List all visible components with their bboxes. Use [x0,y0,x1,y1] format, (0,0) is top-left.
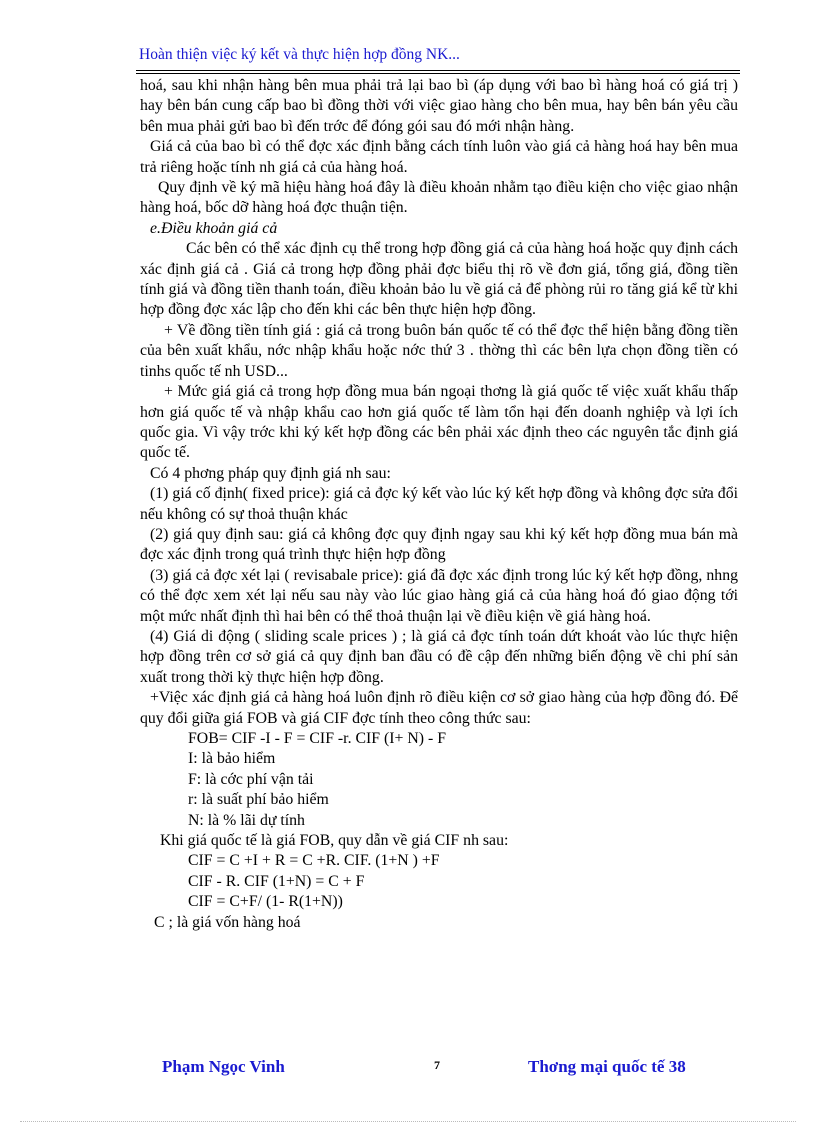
section-heading: e.Điều khoản giá cả [150,219,278,237]
formula-line: r: là suất phí bảo hiểm [188,791,329,809]
paragraph: Khi giá quốc tế là giá FOB, quy dẫn về giá CIF nh sau: [160,832,509,850]
paragraph: (4) Giá di động ( sliding scale prices ) ; là giá cả đợc tính toán dứt khoát vào lúc thực hiện hợp đồng trên cơ sở giá cả quy định ban đầu có đề cập đến những biến động về chi phí sản xuất trong thời kỳ thực hiện hợp đồng. [140,627,738,686]
formula-line: N: là % lãi dự tính [188,811,305,829]
paragraph: Các bên có thể xác định cụ thể trong hợp đồng giá cả của hàng hoá hoặc quy định cách xác định giá cả . Giá cả trong hợp đồng phải đợc biểu thị rõ về đơn giá, tổng giá, đồng tiền tính giá và đồng tiền thanh toán, điều khoản bảo lu về giá cả để phòng rủi ro tăng giá kể từ khi hợp đồng đợc xác lập cho đến khi các bên thực hiện hợp đồng. [140,240,738,319]
document-body [140,76,738,933]
formula-line: F: là cớc phí vận tải [188,770,314,788]
paragraph: (2) giá quy định sau: giá cả không đợc quy định ngay sau khi ký kết hợp đồng mua bán mà đợc xác định trong quá trình thực hiện hợp đồng [140,525,738,564]
formula-line: I: là bảo hiểm [188,750,276,768]
footer-author: Phạm Ngọc Vinh [162,1057,285,1076]
paragraph: (3) giá cả đợc xét lại ( revisabale price): giá đã đợc xác định trong lúc ký kết hợp đồng, nhng có thể đợc xem xét lại nếu sau này vào lúc giao hàng giá cả của hàng hoá đó giao động tới một mức nhất định thì hai bên có thể thoả thuận lại về điều kiện về giá hàng hoá. [140,566,738,625]
page-header: Hoàn thiện việc ký kết và thực hiện hợp đồng NK... [139,46,460,63]
formula-line: CIF - R. CIF (1+N) = C + F [188,872,365,890]
paragraph: Quy định về ký mã hiệu hàng hoá đây là điều khoản nhằm tạo điều kiện cho việc giao nhận hàng hoá, bốc dỡ hàng hoá đợc thuận tiện. [140,179,738,217]
header-rule-thin [136,73,740,74]
header-rule [136,70,740,71]
paragraph: hoá, sau khi nhận hàng bên mua phải trả lại bao bì (áp dụng với bao bì hàng hoá có giá trị ) hay bên bán cung cấp bao bì đồng thời với việc giao hàng cho bên mua, hay bên bán yêu cầu bên mua phải gửi bao bì đến trớc để đóng gói sau đó mới nhận hàng. [140,77,738,135]
page-bottom-border [20,1121,796,1122]
formula-line: CIF = C+F/ (1- R(1+N)) [188,893,343,911]
page-number: 7 [434,1058,440,1072]
paragraph: +Việc xác định giá cả hàng hoá luôn định rõ điều kiện cơ sở giao hàng của hợp đồng đó. Để quy đổi giữa giá FOB và giá CIF đợc tính theo công thức sau: [140,689,738,727]
paragraph: Giá cả của bao bì có thể đợc xác định bằng cách tính luôn vào giá cả hàng hoá hay bên mua trả riêng hoặc tính nh giá cả của hàng hoá. [140,138,738,176]
paragraph: + Mức giá giá cả trong hợp đồng mua bán ngoại thơng là giá quốc tế việc xuất khẩu thấp hơn giá quốc tế và nhập khẩu cao hơn giá quốc tế làm tổn hại đến doanh nghiệp và lợi ích quốc gia. Vì vậy trớc khi ký kết hợp đồng các bên phải xác định theo các nguyên tắc định giá quốc tế. [140,383,738,462]
paragraph: Có 4 phơng pháp quy định giá nh sau: [150,464,391,482]
paragraph: (1) giá cố định( fixed price): giá cả đợc ký kết vào lúc ký kết hợp đồng và không đợc sửa đổi nếu không có sự thoả thuận khác [140,485,738,523]
paragraph: C ; là giá vốn hàng hoá [154,913,301,931]
footer-class: Thơng mại quốc tế 38 [528,1057,686,1076]
formula-line: CIF = C +I + R = C +R. CIF. (1+N ) +F [188,852,440,870]
formula-line: FOB= CIF -I - F = CIF -r. CIF (I+ N) - F [188,730,446,747]
paragraph: + Về đồng tiền tính giá : giá cả trong buôn bán quốc tế có thể đợc thể hiện bằng đồng tiền của bên xuất khẩu, nớc nhập khẩu hoặc nớc thứ 3 . thờng thì các bên lựa chọn đồng tiền có tinhs quốc tế nh USD... [140,321,738,380]
